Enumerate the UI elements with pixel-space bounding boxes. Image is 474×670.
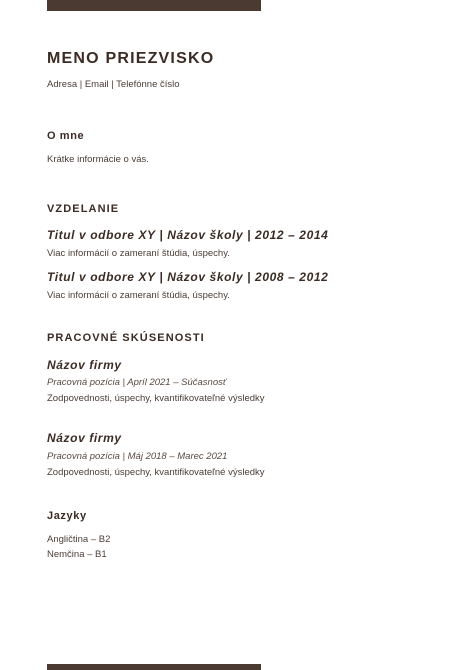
education-heading: VZDELANIE bbox=[47, 203, 120, 215]
about-text: Krátke informácie o vás. bbox=[47, 154, 149, 165]
header-bar bbox=[47, 0, 261, 11]
about-heading: O mne bbox=[47, 130, 85, 142]
footer-bar bbox=[47, 664, 261, 670]
experience-company-2: Názov firmy bbox=[47, 431, 122, 445]
education-text-2: Viac informácií o zameraní štúdia, úspechy. bbox=[47, 290, 230, 301]
full-name: MENO PRIEZVISKO bbox=[47, 50, 215, 67]
languages-heading: Jazyky bbox=[47, 510, 87, 522]
experience-heading: PRACOVNÉ SKÚSENOSTI bbox=[47, 332, 205, 344]
education-text-1: Viac informácií o zameraní štúdia, úspechy. bbox=[47, 248, 230, 259]
education-title-2: Titul v odbore XY | Názov školy | 2008 – 2012 bbox=[47, 270, 329, 284]
experience-position-1: Pracovná pozícia | Apríl 2021 – Súčasnosť bbox=[47, 377, 227, 388]
education-title-1: Titul v odbore XY | Názov školy | 2012 – 2014 bbox=[47, 228, 329, 242]
experience-text-2: Zodpovednosti, úspechy, kvantifikovateľné výsledky bbox=[47, 467, 265, 478]
language-item: Angličtina – B2 bbox=[47, 534, 111, 545]
language-item: Nemčina – B1 bbox=[47, 549, 107, 560]
experience-company-1: Názov firmy bbox=[47, 358, 122, 372]
contact-line: Adresa | Email | Telefónne číslo bbox=[47, 79, 180, 90]
experience-text-1: Zodpovednosti, úspechy, kvantifikovateľné výsledky bbox=[47, 393, 265, 404]
experience-position-2: Pracovná pozícia | Máj 2018 – Marec 2021 bbox=[47, 451, 228, 462]
